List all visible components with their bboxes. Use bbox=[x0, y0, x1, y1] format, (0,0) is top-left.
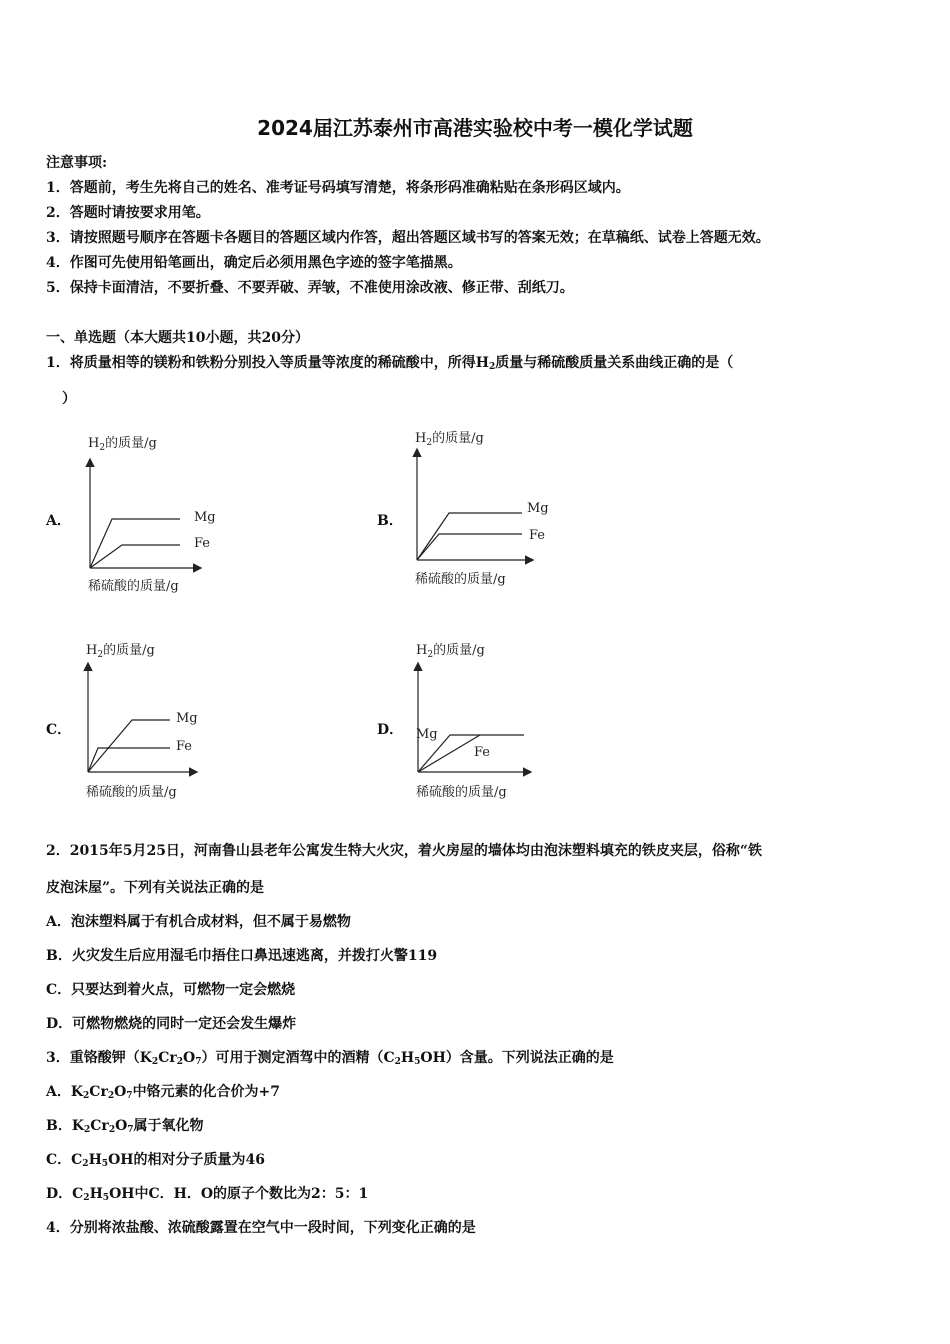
x-axis-label: 稀硫酸的质量/g bbox=[415, 572, 506, 587]
graph-b bbox=[397, 420, 597, 595]
fe-label: Fe bbox=[176, 739, 193, 754]
page-title: 2024届江苏泰州市高港实验校中考一模化学试题 bbox=[257, 116, 693, 140]
notice-item: 1．答题前，考生先将自己的姓名、准考证号码填写清楚，将条形码准确粘贴在条形码区域内。 bbox=[46, 180, 630, 196]
fe-label: Fe bbox=[474, 745, 491, 760]
y-axis-label: $H_2$的质量/g bbox=[416, 643, 485, 660]
question-2-stem-cont: 皮泡沫屋”。下列有关说法正确的是 bbox=[46, 880, 265, 896]
y-axis-label: $H_2$的质量/g bbox=[88, 436, 157, 453]
question-3-option-b: B．$K_2Cr_2O_7$属于氧化物 bbox=[46, 1118, 204, 1135]
question-1-stem-end: ） bbox=[62, 391, 76, 407]
notice-item: 4．作图可先使用铅笔画出，确定后必须用黑色字迹的签字笔描黑。 bbox=[46, 255, 462, 271]
mg-label: Mg bbox=[527, 501, 549, 516]
question-2-option: B．火灾发生后应用湿毛巾捂住口鼻迅速逃离，并拨打火警119 bbox=[46, 948, 438, 964]
y-axis-label: $H_2$的质量/g bbox=[415, 431, 484, 448]
option-a-label: A． bbox=[46, 513, 71, 529]
x-axis-label: 稀硫酸的质量/g bbox=[86, 785, 177, 800]
notice-item: 3．请按照题号顺序在答题卡各题目的答题区域内作答，超出答题区域书写的答案无效；在草稿纸、试卷上答题无效。 bbox=[46, 230, 770, 246]
question-3-option-c: C．$C_2H_5OH$的相对分子质量为46 bbox=[46, 1152, 265, 1169]
question-2-stem: 2．2015年5月25日，河南鲁山县老年公寓发生特大火灾，着火房屋的墙体均由泡沫塑料填充的铁皮夹层，俗称“铁 bbox=[46, 843, 762, 859]
question-2-option: A．泡沫塑料属于有机合成材料，但不属于易燃物 bbox=[46, 914, 351, 930]
question-2-option: D．可燃物燃烧的同时一定还会发生爆炸 bbox=[46, 1016, 297, 1032]
notice-item: 2．答题时请按要求用笔。 bbox=[46, 205, 210, 221]
graph-c bbox=[68, 632, 268, 807]
fe-label: Fe bbox=[529, 528, 546, 543]
option-b-label: B． bbox=[377, 513, 403, 529]
question-1-stem: 1．将质量相等的镁粉和铁粉分别投入等质量等浓度的稀硫酸中，所得$H_2$质量与稀硫酸质量关系曲线正确的是（ bbox=[46, 355, 734, 372]
mg-curve bbox=[88, 720, 170, 772]
mg-curve bbox=[417, 513, 522, 560]
mg-curve bbox=[90, 519, 180, 568]
fe-curve bbox=[88, 748, 170, 772]
fe-label: Fe bbox=[194, 536, 211, 551]
notice-item: 5．保持卡面清洁，不要折叠、不要弄破、弄皱，不准使用涂改液、修正带、刮纸刀。 bbox=[46, 280, 574, 296]
question-4-stem: 4．分别将浓盐酸、浓硫酸露置在空气中一段时间，下列变化正确的是 bbox=[46, 1220, 476, 1236]
mg-label: Mg bbox=[194, 510, 216, 525]
y-axis-label: $H_2$的质量/g bbox=[86, 643, 155, 660]
fe-curve bbox=[90, 545, 180, 568]
question-3-option-a: A．$K_2Cr_2O_7$中铬元素的化合价为+7 bbox=[46, 1084, 281, 1101]
graph-d bbox=[398, 632, 598, 807]
question-3-option-d: D．$C_2H_5OH$中C．H．O的原子个数比为2：5：1 bbox=[46, 1186, 369, 1203]
mg-label: Mg bbox=[176, 711, 198, 726]
graph-a bbox=[70, 425, 270, 600]
mg-label: Mg bbox=[416, 727, 438, 742]
section-heading: 一、单选题（本大题共10小题，共20分） bbox=[46, 330, 309, 346]
notice-heading: 注意事项: bbox=[46, 155, 108, 171]
x-axis-label: 稀硫酸的质量/g bbox=[416, 785, 507, 800]
option-c-label: C． bbox=[46, 722, 72, 738]
question-3-stem: 3．重铬酸钾$(K_2Cr_2O_7)$可用于测定酒驾中的酒精$(C_2H_5OH)$含量。下列说法正确的是 bbox=[46, 1050, 614, 1067]
x-axis-label: 稀硫酸的质量/g bbox=[88, 579, 179, 594]
question-2-option: C．只要达到着火点，可燃物一定会燃烧 bbox=[46, 982, 296, 998]
option-d-label: D． bbox=[377, 722, 404, 738]
